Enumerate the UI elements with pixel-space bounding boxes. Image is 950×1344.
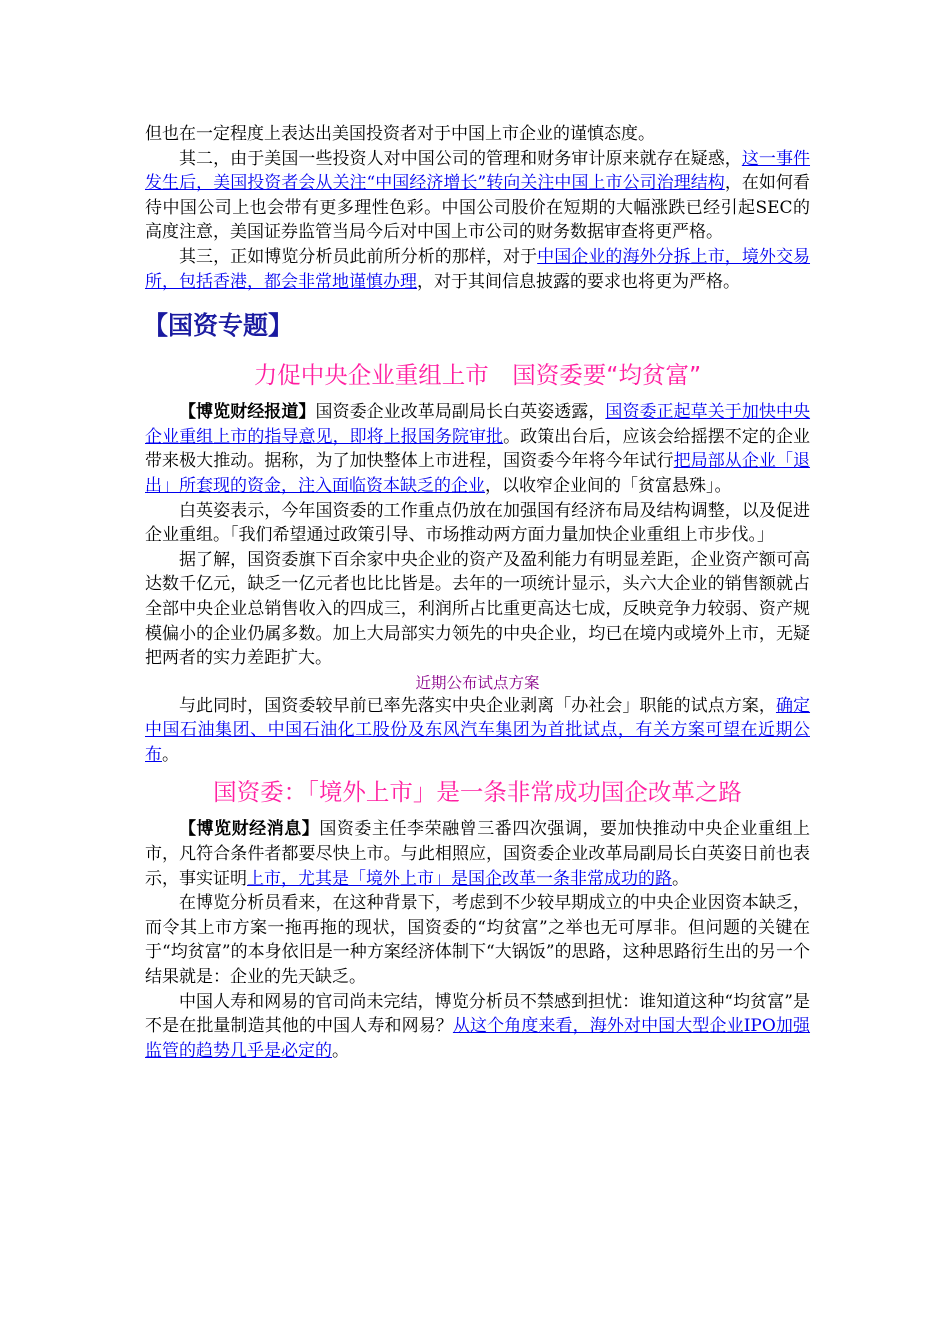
- text-run: 。: [672, 868, 689, 889]
- text-run: 其二，由于美国一些投资人对中国公司的管理和财务审计原来就存在疑惑，: [179, 148, 742, 169]
- text-run: 与此同时，国资委较早前已率先落实中央企业剥离「办社会」职能的试点方案，: [179, 695, 776, 716]
- paragraph-point-three: [145, 245, 810, 294]
- link-pilot-companies[interactable]: 确定中国石油集团、中国石油化工股份及东风汽车集团为首批试点，有关方案可望在近期公布: [145, 695, 811, 765]
- article-1-paragraph-2: 白英姿表示，今年国资委的工作重点仍放在加强国有经济布局及结构调整，以及促进企业重组。「我们希望通过政策引导、市场推动两方面力量加快企业重组上市步伐。」: [145, 500, 810, 546]
- article-1-paragraph-4: [145, 694, 810, 768]
- text-run: 中国人寿和网易的官司尚未完结，博览分析员不禁感到担忧：谁知道这种“均贫富”是不是在批量制造其他的中国人寿和网易？: [145, 991, 810, 1037]
- document-page: [145, 122, 810, 1063]
- article-2-title: 国资委：「境外上市」是一条非常成功国企改革之路: [213, 778, 742, 807]
- article-1-paragraph-1: [145, 400, 810, 498]
- paragraph-point-two: [145, 147, 810, 245]
- link-guidance-opinion[interactable]: 国资委正起草关于加快中央企业重组上市的指导意见，即将上报国务院审批: [145, 402, 811, 447]
- text-run: 。政策出台后，应该会给摇摆不定的企业带来极大推动。据称，为了加快整体上市进程，国资委今年将今年试行: [145, 426, 811, 472]
- text-run: 国资委企业改革局副局长白英姿透露，: [315, 402, 606, 423]
- text-run: ，在如何看待中国公司上也会带有更多理性色彩。中国公司股价在短期的大幅涨跌已经引起SEC的高度注意，美国证券监管当局今后对中国上市公司的财务数据审查将更严格。: [145, 173, 810, 243]
- text-run: 国资委主任李荣融曾三番四次强调，要加快推动中央企业重组上市，凡符合条件者都要尽快上市。与此相照应，国资委企业改革局副局长白英姿日前也表示，事实证明: [145, 819, 810, 889]
- article-2-paragraph-1: [145, 817, 810, 891]
- section-heading: 【国资专题】: [143, 311, 294, 341]
- text-run: 其三，正如博览分析员此前所分析的那样，对于: [179, 246, 538, 267]
- article-1-subtitle: 近期公布试点方案: [415, 673, 540, 692]
- text-run: 。: [332, 1040, 349, 1061]
- article-2-paragraph-2: 在博览分析员看来，在这种背景下，考虑到不少较早期成立的中央企业因资本缺乏，而令其上市方案一拖再拖的现状，国资委的“均贫富”之举也无可厚非。但问题的关键在于“均贫富”的本身依旧是一种方案经济体制下“大锅饭”的思路，这种思路衍生出的另一个结果就是：企业的先天缺乏。: [145, 893, 810, 988]
- text-run: ，对于其间信息披露的要求也将更为严格。: [417, 271, 740, 292]
- link-governance[interactable]: 这一事件发生后，美国投资者会从关注“中国经济增长”转向关注中国上市公司治理结构: [145, 148, 811, 194]
- source-tag: 【博览财经消息】: [179, 819, 320, 840]
- article-1-paragraph-3: 据了解，国资委旗下百余家中央企业的资产及盈利能力有明显差距，企业资产额可高达数千亿元，缺乏一亿元者也比比皆是。去年的一项统计显示，头六大企业的销售额就占全部中央企业总销售收入的四成三，利润所占比重更高达七成，反映竞争力较弱、资产规模偏小的企业仍属多数。加上大局部实力领先的中央企业，均已在境内或境外上市，无疑把两者的实力差距扩大。: [145, 549, 810, 669]
- text-run: 。: [162, 744, 179, 765]
- paragraph-intro: 但也在一定程度上表达出美国投资者对于中国上市企业的谨慎态度。: [145, 124, 655, 144]
- link-overseas-listing[interactable]: 中国企业的海外分拆上市，境外交易所，包括香港，都会非常地谨慎办理: [145, 246, 811, 292]
- article-2-paragraph-3: [145, 990, 810, 1064]
- link-capital-injection[interactable]: 把局部从企业「退出」所套现的资金，注入面临资本缺乏的企业: [145, 451, 811, 496]
- link-overseas-success[interactable]: 上市，尤其是「境外上市」是国企改革一条非常成功的路: [247, 868, 672, 889]
- link-ipo-regulation[interactable]: 从这个角度来看，海外对中国大型企业IPO加强监管的趋势几乎是必定的: [145, 1016, 811, 1061]
- source-tag: 【博览财经报道】: [179, 402, 316, 423]
- text-run: ，以收窄企业间的「贫富悬殊」。: [485, 475, 732, 496]
- article-1-title: 力促中央企业重组上市 国资委要“均贫富”: [253, 361, 702, 390]
